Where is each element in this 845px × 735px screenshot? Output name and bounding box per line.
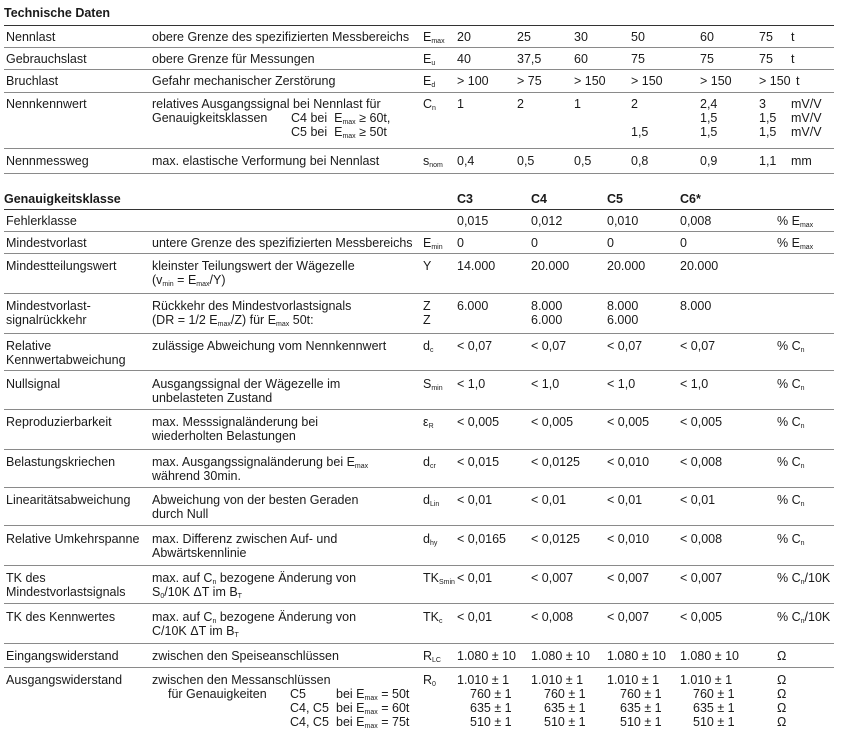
- desc-reproduzierbarkeit-line1: max. Messsignaländerung bei: [152, 415, 319, 429]
- desc-nennmessweg: max. elastische Verformung bei Nennlast: [152, 154, 380, 168]
- value-cell: < 0,07: [457, 339, 493, 353]
- class-header: C5: [607, 192, 623, 206]
- value-cell: 1.010 ± 1: [457, 673, 510, 687]
- condition-text: bei $E_{max} = 50t$: [336, 687, 410, 702]
- desc-linearitaet-line2: durch Null: [152, 507, 209, 521]
- value-cell: < 0,07: [680, 339, 716, 353]
- label-nennkennwert: Nennkennwert: [6, 97, 87, 111]
- symbol-signalrueckkehr: Z: [423, 299, 431, 313]
- row-nullsignal: [4, 370, 834, 410]
- desc-mindestteilungswert-line1: kleinster Teilungswert der Wägezelle: [152, 259, 355, 273]
- value-cell: 1,5: [759, 111, 777, 125]
- row-nennlast: [4, 25, 834, 48]
- unit-cell: % $C_n$: [777, 455, 805, 470]
- unit-cell: Ω: [777, 673, 787, 687]
- desc-nullsignal-line2: unbelasteten Zustand: [152, 391, 273, 405]
- value-cell: < 1,0: [457, 377, 486, 391]
- unit-cell: t: [791, 52, 795, 66]
- value-cell: 760 ± 1: [470, 687, 512, 701]
- value-cell: < 0,01: [457, 610, 493, 624]
- label-belastungskriechen: Belastungskriechen: [6, 455, 116, 469]
- unit-cell: % $C_n/10K$: [777, 610, 831, 625]
- value-cell: < 1,0: [680, 377, 709, 391]
- row-mindestvorlast: [4, 231, 834, 254]
- value-cell: < 0,007: [680, 571, 723, 585]
- value-cell: 1: [457, 97, 464, 111]
- unit-cell: t: [796, 74, 800, 88]
- label-mindestteilungswert: Mindestteilungswert: [6, 259, 117, 273]
- desc-nennlast: obere Grenze des spezifizierten Messbereichs: [152, 30, 410, 44]
- symbol-tk-vorlast: $TK_{Smin}$: [423, 571, 455, 586]
- row-mindestteilungswert: [4, 253, 834, 294]
- row-fehlerklasse: [4, 209, 834, 232]
- value-cell: 0,5: [574, 154, 592, 168]
- value-cell: 2: [517, 97, 524, 111]
- desc-tk-kennwert-line2: C/10K ΔT im $B_T$: [152, 624, 239, 639]
- value-cell: < 0,01: [457, 571, 493, 585]
- label-fehlerklasse: Fehlerklasse: [6, 214, 77, 228]
- unit-cell: t: [791, 30, 795, 44]
- section-title-technical: Technische Daten: [4, 6, 111, 20]
- label-ausgangswiderstand: Ausgangswiderstand: [6, 673, 123, 687]
- value-cell: 25: [517, 30, 531, 44]
- symbol-ausgangswiderstand: $R_0$: [423, 673, 436, 688]
- value-cell: > 150: [574, 74, 606, 88]
- condition-class: C4, C5: [290, 715, 329, 729]
- row-signalrueckkehr: [4, 293, 834, 334]
- condition-text: bei $E_{max} = 60t$: [336, 701, 410, 716]
- symbol-mindestvorlast: $E_{min}$: [423, 236, 443, 251]
- value-cell: 760 ± 1: [693, 687, 735, 701]
- label-tk-kennwert: TK des Kennwertes: [6, 610, 116, 624]
- symbol-nennlast: $E_{max}$: [423, 30, 445, 45]
- desc-eingangswiderstand: zwischen den Speiseanschlüssen: [152, 649, 339, 663]
- unit-cell: % $E_{max}$: [777, 236, 814, 251]
- value-cell: 510 ± 1: [544, 715, 586, 729]
- value-cell: 14.000: [457, 259, 496, 273]
- value-cell: 1.010 ± 1: [531, 673, 584, 687]
- desc-linearitaet-line1: Abweichung von der besten Geraden: [152, 493, 359, 507]
- value-cell: 0,010: [607, 214, 639, 228]
- desc-belastungskriechen-line2: während 30min.: [152, 469, 241, 483]
- value-cell: 1.080 ± 10: [457, 649, 516, 663]
- symbol-tk-kennwert: $TK_c$: [423, 610, 443, 625]
- symbol-nullsignal: $S_{min}$: [423, 377, 443, 392]
- value-cell: 0,5: [517, 154, 535, 168]
- value-cell: 75: [759, 52, 773, 66]
- value-cell: < 0,0165: [457, 532, 507, 546]
- desc-belastungskriechen-line1: max. Ausgangssignaländerung bei $E_{max}$: [152, 455, 369, 470]
- desc-bruchlast: Gefahr mechanischer Zerstörung: [152, 74, 336, 88]
- desc-umkehrspanne-line2: Abwärtskennlinie: [152, 546, 247, 560]
- value-cell: 1.080 ± 10: [531, 649, 590, 663]
- desc-nullsignal-line1: Ausgangssignal der Wägezelle im: [152, 377, 341, 391]
- unit-cell: % $C_n$: [777, 415, 805, 430]
- value-cell: < 1,0: [607, 377, 636, 391]
- label-nennmessweg: Nennmessweg: [6, 154, 89, 168]
- symbol-linearitaet: $d_{Lin}$: [423, 493, 440, 508]
- symbol-nennmessweg: $s_{nom}$: [423, 154, 443, 169]
- row-tk-vorlastsignal: [4, 565, 834, 604]
- row-gebrauchslast: [4, 47, 834, 70]
- label-kennwertabweichung-line2: Kennwertabweichung: [6, 353, 126, 367]
- value-cell: < 0,010: [607, 532, 650, 546]
- value-cell: > 150: [759, 74, 791, 88]
- value-cell: 3: [759, 97, 766, 111]
- desc-nennkennwert-line2: Genauigkeitsklassen: [152, 111, 268, 125]
- desc-signalrueckkehr-line1: Rückkehr des Mindestvorlastsignals: [152, 299, 352, 313]
- value-cell: < 0,007: [607, 610, 650, 624]
- value-cell: < 0,005: [457, 415, 500, 429]
- row-bruchlast: [4, 69, 834, 93]
- value-cell: < 0,01: [680, 493, 716, 507]
- symbol-mindestteilungswert: Y: [423, 259, 432, 273]
- value-cell: 1.010 ± 1: [607, 673, 660, 687]
- desc-mindestvorlast: untere Grenze des spezifizierten Messbereichs: [152, 236, 413, 250]
- label-eingangswiderstand: Eingangswiderstand: [6, 649, 119, 663]
- value-cell: < 0,008: [531, 610, 574, 624]
- value-cell: 1,1: [759, 154, 777, 168]
- row-ausgangswiderstand: [4, 667, 834, 734]
- symbol-nennkennwert: $C_n$: [423, 97, 436, 112]
- unit-cell: Ω: [777, 687, 787, 701]
- value-cell: < 0,01: [457, 493, 493, 507]
- row-belastungskriechen: [4, 449, 834, 488]
- symbol-kennwertabweichung: $d_c$: [423, 339, 434, 354]
- label-umkehrspanne: Relative Umkehrspanne: [6, 532, 140, 546]
- value-cell: 0: [607, 236, 614, 250]
- label-bruchlast: Bruchlast: [6, 74, 59, 88]
- value-cell: < 0,005: [607, 415, 650, 429]
- value-cell: > 150: [700, 74, 732, 88]
- value-cell: < 0,07: [531, 339, 567, 353]
- value-cell: 37,5: [517, 52, 542, 66]
- value-cell: 2: [631, 97, 638, 111]
- value-cell: < 0,005: [531, 415, 574, 429]
- value-cell: 30: [574, 30, 588, 44]
- condition-class: C5: [290, 687, 306, 701]
- unit-cell: % $C_n$: [777, 339, 805, 354]
- symbol-umkehrspanne: $d_{hy}$: [423, 532, 438, 547]
- value-cell: < 0,008: [680, 532, 723, 546]
- value-cell: 0: [457, 236, 464, 250]
- value-cell: 635 ± 1: [470, 701, 512, 715]
- value-cell: 75: [759, 30, 773, 44]
- row-linearitaet: [4, 487, 834, 526]
- desc-nennkennwert-line1: relatives Ausgangssignal bei Nennlast für: [152, 97, 381, 111]
- value-cell: < 0,010: [607, 455, 650, 469]
- desc-ausgangswiderstand-line1: zwischen den Messanschlüssen: [152, 673, 331, 687]
- value-cell: < 0,0125: [531, 455, 581, 469]
- value-cell: < 0,0125: [531, 532, 581, 546]
- symbol-belastungskriechen: $d_{cr}$: [423, 455, 436, 470]
- desc-ausgangswiderstand-line2: für Genauigkeiten: [168, 687, 267, 701]
- value-cell: 6.000: [457, 299, 489, 313]
- desc-gebrauchslast: obere Grenze für Messungen: [152, 52, 315, 66]
- value-cell: < 0,008: [680, 455, 723, 469]
- value-cell: 510 ± 1: [620, 715, 662, 729]
- value-cell: 6.000: [607, 313, 639, 327]
- label-nullsignal: Nullsignal: [6, 377, 61, 391]
- unit-cell: % $C_n/10K$: [777, 571, 831, 586]
- accuracy-header-row: [4, 190, 834, 209]
- desc-tk-vorlast-line1: max. auf $C_n$ bezogene Änderung von: [152, 571, 357, 586]
- row-kennwertabweichung: [4, 333, 834, 371]
- desc-kennwertabweichung: zulässige Abweichung vom Nennkennwert: [152, 339, 387, 353]
- unit-cell: % $C_n$: [777, 532, 805, 547]
- value-cell: 0,4: [457, 154, 475, 168]
- label-signalrueckkehr-line2: signalrückkehr: [6, 313, 87, 327]
- value-cell: 40: [457, 52, 471, 66]
- value-cell: 1,5: [759, 125, 777, 139]
- unit-cell: % $E_{max}$: [777, 214, 814, 229]
- class-header: C3: [457, 192, 473, 206]
- row-reproduzierbarkeit: [4, 409, 834, 450]
- desc-mindestteilungswert-line2: $(v_{min} = E_{max}/Y)$: [152, 273, 226, 288]
- value-cell: < 0,007: [607, 571, 650, 585]
- symbol-bruchlast: $E_d$: [423, 74, 436, 89]
- desc-tk-vorlast-line2: $S_0/10K$ ΔT im $B_T$: [152, 585, 242, 600]
- value-cell: 0,8: [631, 154, 649, 168]
- value-cell: 20.000: [607, 259, 646, 273]
- value-cell: 75: [631, 52, 645, 66]
- unit-cell: mV/V: [791, 125, 822, 139]
- value-cell: 0,015: [457, 214, 489, 228]
- value-cell: 50: [631, 30, 645, 44]
- value-cell: 75: [700, 52, 714, 66]
- value-cell: 0: [680, 236, 687, 250]
- symbol-reproduzierbarkeit: $\varepsilon_R$: [423, 415, 434, 430]
- value-cell: 1: [574, 97, 581, 111]
- value-cell: < 0,015: [457, 455, 500, 469]
- label-gebrauchslast: Gebrauchslast: [6, 52, 87, 66]
- value-cell: < 0,01: [607, 493, 643, 507]
- symbol-eingangswiderstand: $R_{LC}$: [423, 649, 441, 664]
- value-cell: < 0,01: [531, 493, 567, 507]
- value-cell: 8.000: [680, 299, 712, 313]
- value-cell: > 150: [631, 74, 663, 88]
- label-kennwertabweichung-line1: Relative: [6, 339, 52, 353]
- condition-c5: C5 bei $E_{max} \ge 50t$: [291, 125, 387, 140]
- value-cell: 8.000: [607, 299, 639, 313]
- value-cell: < 0,005: [680, 415, 723, 429]
- value-cell: 0: [531, 236, 538, 250]
- value-cell: 510 ± 1: [693, 715, 735, 729]
- value-cell: 760 ± 1: [620, 687, 662, 701]
- label-mindestvorlast: Mindestvorlast: [6, 236, 87, 250]
- value-cell: 635 ± 1: [620, 701, 662, 715]
- value-cell: 0,008: [680, 214, 712, 228]
- section-title-accuracy: Genauigkeitsklasse: [4, 192, 121, 206]
- desc-reproduzierbarkeit-line2: wiederholten Belastungen: [152, 429, 296, 443]
- class-header: C4: [531, 192, 547, 206]
- value-cell: 6.000: [531, 313, 563, 327]
- value-cell: 0,9: [700, 154, 718, 168]
- row-eingangswiderstand: [4, 643, 834, 668]
- row-umkehrspanne: [4, 525, 834, 566]
- value-cell: 8.000: [531, 299, 563, 313]
- unit-cell: Ω: [777, 715, 787, 729]
- label-linearitaet: Linearitätsabweichung: [6, 493, 131, 507]
- value-cell: 635 ± 1: [544, 701, 586, 715]
- label-tk-vorlast-line1: TK des: [6, 571, 46, 585]
- label-signalrueckkehr-line1: Mindestvorlast-: [6, 299, 91, 313]
- class-header: C6*: [680, 192, 701, 206]
- value-cell: 1.010 ± 1: [680, 673, 733, 687]
- desc-tk-kennwert-line1: max. auf $C_n$ bezogene Änderung von: [152, 610, 357, 625]
- value-cell: 1,5: [631, 125, 649, 139]
- desc-signalrueckkehr-line2: (DR = 1/2 $E_{max}/Z$) für $E_{max}$ 50t:: [152, 313, 314, 328]
- value-cell: 20: [457, 30, 471, 44]
- row-nennkennwert: [4, 92, 834, 149]
- unit-cell: mV/V: [791, 97, 822, 111]
- value-cell: < 0,005: [680, 610, 723, 624]
- value-cell: 2,4: [700, 97, 718, 111]
- value-cell: 60: [574, 52, 588, 66]
- condition-class: C4, C5: [290, 701, 329, 715]
- value-cell: < 0,007: [531, 571, 574, 585]
- label-nennlast: Nennlast: [6, 30, 56, 44]
- condition-text: bei $E_{max} = 75t$: [336, 715, 410, 730]
- value-cell: > 100: [457, 74, 489, 88]
- label-reproduzierbarkeit: Reproduzierbarkeit: [6, 415, 112, 429]
- symbol-gebrauchslast: $E_u$: [423, 52, 436, 67]
- value-cell: < 0,07: [607, 339, 643, 353]
- value-cell: 510 ± 1: [470, 715, 512, 729]
- unit-cell: Ω: [777, 701, 787, 715]
- value-cell: 1,5: [700, 125, 718, 139]
- value-cell: 1,5: [700, 111, 718, 125]
- unit-cell: % $C_n$: [777, 377, 805, 392]
- value-cell: 0,012: [531, 214, 563, 228]
- value-cell: 1.080 ± 10: [680, 649, 739, 663]
- desc-umkehrspanne-line1: max. Differenz zwischen Auf- und: [152, 532, 338, 546]
- value-cell: 20.000: [531, 259, 570, 273]
- value-cell: 20.000: [680, 259, 719, 273]
- value-cell: 1.080 ± 10: [607, 649, 666, 663]
- value-cell: < 1,0: [531, 377, 560, 391]
- unit-cell: mm: [791, 154, 812, 168]
- value-cell: 635 ± 1: [693, 701, 735, 715]
- row-tk-kennwert: [4, 603, 834, 644]
- row-nennmessweg: [4, 148, 834, 174]
- value-cell: > 75: [517, 74, 542, 88]
- symbol-signalrueckkehr: Z: [423, 313, 431, 327]
- unit-cell: Ω: [777, 649, 787, 663]
- unit-cell: % $C_n$: [777, 493, 805, 508]
- value-cell: 60: [700, 30, 714, 44]
- label-tk-vorlast-line2: Mindestvorlastsignals: [6, 585, 126, 599]
- condition-c4: C4 bei $E_{max} \ge 60t$,: [291, 111, 391, 126]
- value-cell: 760 ± 1: [544, 687, 586, 701]
- unit-cell: mV/V: [791, 111, 822, 125]
